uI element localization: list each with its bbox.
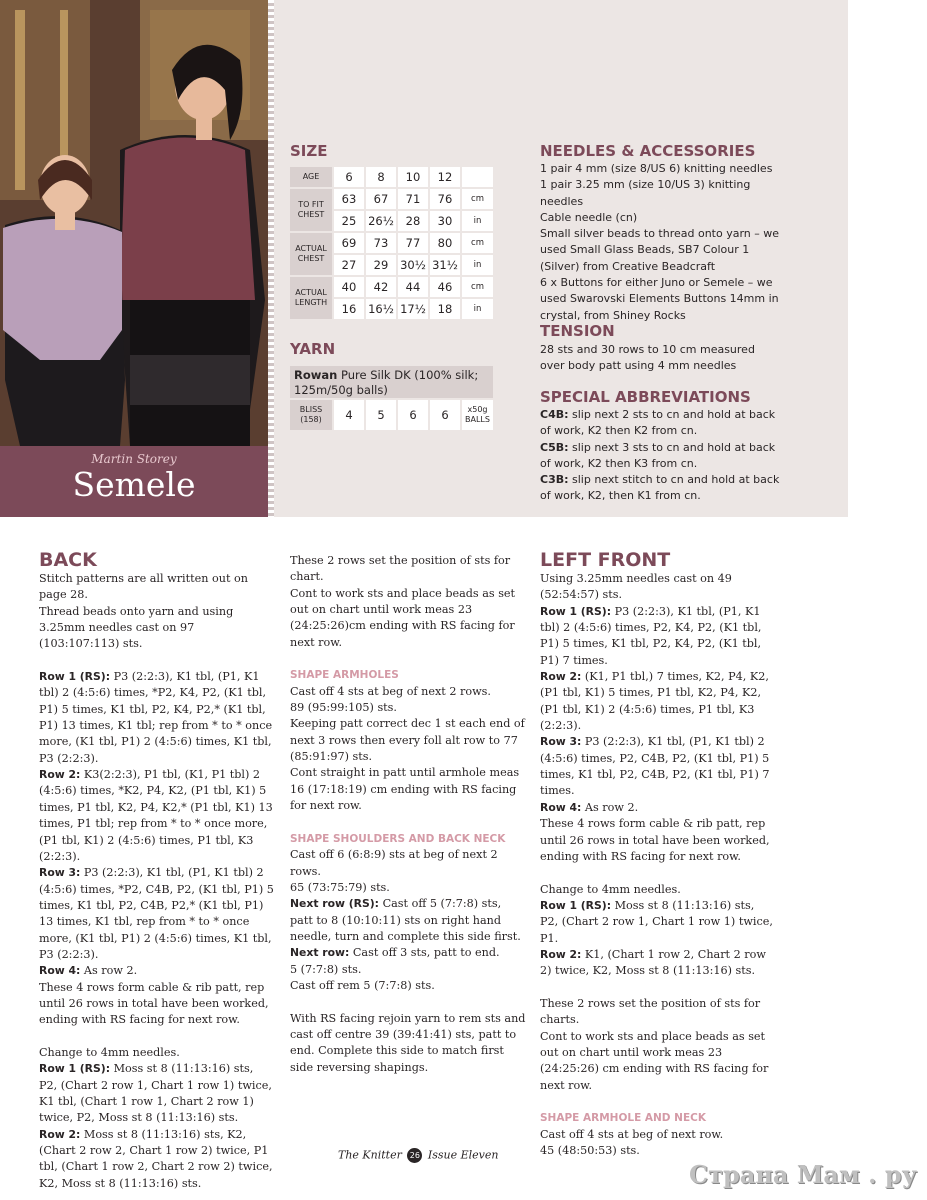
back-para: With RS facing rejoin yarn to rem sts and cast off centre 39 (39:41:41) sts, patt to end. Complete this side to match first side reversing shapings.: [290, 1011, 526, 1074]
pattern-title: Semele: [72, 465, 196, 504]
abbrev-text: slip next 2 sts to cn and hold at back of work, K2 then K2 from cn.: [540, 408, 776, 438]
needles-line: 1 pair 4 mm (size 8/US 6) knitting needles: [540, 162, 773, 175]
front-row: Row 1 (RS): P3 (2:2:3), K1 tbl, (P1, K1 tbl) 2 (4:5:6) times, P2, K4, P2, (K1 tbl, P1) 5 times, K1 tbl, P2, K4, P2, (K1 tbl, P1) 7 times.: [540, 604, 762, 667]
abbrev-list: [540, 407, 780, 505]
size-value-cell: 73: [366, 233, 396, 253]
back-para: Cast off 6 (6:8:9) sts at beg of next 2 rows.: [290, 848, 498, 878]
issue-label: Issue Eleven: [427, 1148, 499, 1162]
size-empty-cell: [462, 167, 493, 187]
yarn-qty-cell: 5: [366, 400, 396, 430]
size-age-cell: 10: [398, 167, 428, 187]
back-para: 89 (95:99:105) sts.: [290, 701, 397, 715]
needles-heading: NEEDLES & ACCESSORIES: [540, 142, 756, 160]
size-value-cell: 46: [430, 277, 460, 297]
size-value-cell: 29: [366, 255, 396, 275]
front-row: Row 4: As row 2.: [540, 800, 639, 814]
front-para: Using 3.25mm needles cast on 49 (52:54:57) sts.: [540, 572, 732, 602]
back-para: Keeping patt correct dec 1 st each end of next 3 rows then every foll alt row to 77 (85:91:97) sts.: [290, 717, 525, 764]
size-age-cell: 6: [334, 167, 364, 187]
yarn-qty-cell: 6: [398, 400, 428, 430]
abbrev-heading: SPECIAL ABBREVIATIONS: [540, 388, 751, 406]
size-age-cell: 8: [366, 167, 396, 187]
armhole-neck-subheading: SHAPE ARMHOLE AND NECK: [540, 1112, 706, 1125]
size-value-cell: 18: [430, 299, 460, 319]
back-row: Row 2: K3(2:2:3), P1 tbl, (K1, P1 tbl) 2 (4:5:6) times, *K2, P4, K2, (P1 tbl, K1) 5 times, P1 tbl, K2, P4, K2,* (P1 tbl, K1) 13 times, P1 tbl; rep from * to * once more, (P1 tbl, K1) 2 (4:5:6) times, P1 tbl, K3 (2:2:3).: [39, 768, 273, 863]
back-para: 5 (7:7:8) sts.: [290, 962, 362, 976]
size-value-cell: 42: [366, 277, 396, 297]
watermark: Страна Мам . ру: [689, 1160, 917, 1189]
page-footer: [338, 1148, 498, 1163]
abbrev-code: C5B:: [540, 440, 569, 454]
back-column-1: [39, 549, 275, 1192]
size-value-cell: 16½: [366, 299, 396, 319]
size-value-cell: 76: [430, 189, 460, 209]
zigzag-divider: [268, 0, 274, 517]
size-value-cell: 77: [398, 233, 428, 253]
needles-line: Cable needle (cn): [540, 210, 638, 224]
abbrev-item: [540, 407, 780, 440]
size-unit-cell: in: [462, 211, 493, 231]
back-para: Change to 4mm needles.: [39, 1045, 180, 1059]
size-unit-cell: cm: [462, 277, 493, 297]
back-row: Row 2: Moss st 8 (11:13:16) sts, K2, (Chart 2 row 2, Chart 1 row 2) twice, P1 tbl, (Chart 1 row 2, Chart 2 row 2) twice, K2, Moss st 8 (11:13:16) sts.: [39, 1127, 273, 1190]
abbrev-item: [540, 472, 780, 505]
size-value-cell: 28: [398, 211, 428, 231]
size-value-cell: 30: [430, 211, 460, 231]
size-value-cell: 30½: [398, 255, 428, 275]
front-para: These 2 rows set the position of sts for charts.: [540, 996, 761, 1027]
back-row: Row 1 (RS): Moss st 8 (11:13:16) sts, P2, (Chart 2 row 1, Chart 1 row 1) twice, K1 tbl, (Chart 1 row 1, Chart 2 row 1) twice, P2, Moss st 8 (11:13:16) sts.: [39, 1062, 272, 1125]
back-column-2: [290, 553, 526, 1076]
back-row: Row 3: P3 (2:2:3), K1 tbl, (P1, K1 tbl) 2 (4:5:6) times, *P2, C4B, P2, (K1 tbl, P1) 5 times, K1 tbl, P2, C4B, P2,* (K1 tbl, P1) 13 times, K1 tbl, rep from * to * once more, (K1 tbl, P1) 2 (4:5:6) times, K1 tbl, P3 (2:2:3).: [39, 866, 274, 961]
size-label-actual-length: ACTUAL LENGTH: [290, 277, 332, 319]
back-para: These 4 rows form cable & rib patt, rep until 26 rows in total have been worked, ending with RS facing for next row.: [39, 980, 269, 1027]
back-para: Cast off rem 5 (7:7:8) sts.: [290, 978, 435, 992]
model-photo: [0, 0, 268, 446]
abbrev-item: [540, 440, 780, 473]
yarn-desc-text: Pure Silk DK (100% silk; 125m/50g balls): [294, 368, 479, 397]
abbrev-code: C3B:: [540, 473, 569, 487]
size-label-actual-chest: ACTUAL CHEST: [290, 233, 332, 275]
size-unit-cell: in: [462, 299, 493, 319]
front-para: These 4 rows form cable & rib patt, rep until 26 rows in total have been worked, ending with RS facing for next row.: [540, 817, 770, 863]
size-heading: SIZE: [290, 142, 328, 160]
back-row: Row 4: As row 2.: [39, 964, 138, 978]
front-row: Row 3: P3 (2:2:3), K1 tbl, (P1, K1 tbl) 2 (4:5:6) times, P2, C4B, P2, (K1 tbl, P1) 5 times, K1 tbl, P2, C4B, P2, (K1 tbl, P1) 7 times.: [540, 735, 770, 798]
back-para: Cont to work sts and place beads as set out on chart until work meas 23 (24:25:26)cm ending with RS facing for next row.: [290, 586, 516, 649]
yarn-colour-label: BLISS (158): [290, 400, 332, 430]
tension-text: 28 sts and 30 rows to 10 cm measured over body patt using 4 mm needles: [540, 343, 755, 373]
size-value-cell: 80: [430, 233, 460, 253]
back-para: 65 (73:75:79) sts.: [290, 880, 390, 894]
back-row: Row 1 (RS): P3 (2:2:3), K1 tbl, (P1, K1 tbl) 2 (4:5:6) times, *P2, K4, P2, (K1 tbl, P1) 5 times, K1 tbl, P2, K4, P2,* (K1 tbl, P1) 13 times, K1 tbl; rep from * to * once more, (K1 tbl, P1) 2 (4:5:6) times, K1 tbl, P3 (2:2:3).: [39, 670, 273, 765]
needles-line: 6 x Buttons for either Juno or Semele – we used Swarovski Elements Buttons 14mm in crystal, from Shiney Rocks: [540, 276, 779, 322]
yarn-qty-cell: 6: [430, 400, 460, 430]
abbrev-text: slip next 3 sts to cn and hold at back of work, K2 then K3 from cn.: [540, 440, 776, 470]
needles-list: [540, 161, 780, 324]
size-unit-cell: cm: [462, 189, 493, 209]
size-unit-cell: in: [462, 255, 493, 275]
back-row: Next row (RS): Cast off 5 (7:7:8) sts, patt to 8 (10:10:11) sts on right hand needle, turn and complete this side first.: [290, 897, 521, 943]
size-label-age: AGE: [290, 167, 332, 187]
needles-line: Small silver beads to thread onto yarn – we used Small Glass Beads, SB7 Colour 1 (Silver) from Creative Beadcraft: [540, 227, 780, 273]
front-row: Row 2: K1, (Chart 1 row 2, Chart 2 row 2) twice, K2, Moss st 8 (11:13:16) sts.: [540, 947, 766, 978]
back-para: Cast off 4 sts at beg of next 2 rows.: [290, 684, 491, 698]
shoulders-subheading: SHAPE SHOULDERS AND BACK NECK: [290, 832, 506, 845]
back-para: These 2 rows set the position of sts for chart.: [290, 554, 511, 584]
back-heading: BACK: [39, 549, 97, 571]
yarn-heading: YARN: [290, 340, 336, 358]
needles-line: 1 pair 3.25 mm (size 10/US 3) knitting needles: [540, 178, 751, 208]
tension-heading: TENSION: [540, 322, 615, 340]
front-para: Cast off 4 sts at beg of next row.: [540, 1127, 724, 1141]
back-para: Stitch patterns are all written out on page 28.: [39, 572, 248, 602]
front-row: Row 1 (RS): Moss st 8 (11:13:16) sts, P2, (Chart 2 row 1, Chart 1 row 1) twice, P1.: [540, 898, 773, 945]
size-value-cell: 67: [366, 189, 396, 209]
size-value-cell: 16: [334, 299, 364, 319]
size-value-cell: 17½: [398, 299, 428, 319]
size-value-cell: 63: [334, 189, 364, 209]
left-front-heading: LEFT FRONT: [540, 549, 671, 571]
size-unit-cell: cm: [462, 233, 493, 253]
yarn-unit-cell: x50g BALLS: [462, 400, 493, 430]
size-label-to-fit: TO FIT CHEST: [290, 189, 332, 231]
yarn-brand: Rowan: [294, 368, 338, 382]
front-para: 45 (48:50:53) sts.: [540, 1144, 640, 1158]
back-row: Next row: Cast off 3 sts, patt to end.: [290, 946, 500, 960]
size-age-cell: 12: [430, 167, 460, 187]
size-value-cell: 25: [334, 211, 364, 231]
back-para: Thread beads onto yarn and using 3.25mm needles cast on 97 (103:107:113) sts.: [39, 604, 234, 651]
left-front-column: [540, 549, 776, 1159]
yarn-description: [290, 366, 493, 398]
front-row: Row 2: (K1, P1 tbl,) 7 times, K2, P4, K2, (P1 tbl, K1) 5 times, P1 tbl, K2, P4, K2, (P1 tbl, K1) 2 (4:5:6) times, P1 tbl, K3 (2:2:3).: [540, 670, 769, 733]
size-value-cell: 31½: [430, 255, 460, 275]
size-value-cell: 27: [334, 255, 364, 275]
armholes-subheading: SHAPE ARMHOLES: [290, 669, 399, 682]
designer-name: Martin Storey: [91, 452, 177, 466]
yarn-qty-cell: 4: [334, 400, 364, 430]
size-value-cell: 44: [398, 277, 428, 297]
size-value-cell: 69: [334, 233, 364, 253]
size-value-cell: 40: [334, 277, 364, 297]
back-para: Cont straight in patt until armhole meas 16 (17:18:19) cm ending with RS facing for next row.: [290, 766, 520, 813]
front-para: Change to 4mm needles.: [540, 882, 681, 896]
model-photo-illustration: [0, 0, 268, 446]
magazine-name: The Knitter: [338, 1148, 402, 1162]
abbrev-text: slip next stitch to cn and hold at back of work, K2, then K1 from cn.: [540, 473, 780, 503]
size-value-cell: 26½: [366, 211, 396, 231]
size-value-cell: 71: [398, 189, 428, 209]
front-para: Cont to work sts and place beads as set out on chart until work meas 23 (24:25:26) cm ending with RS facing for next row.: [540, 1029, 769, 1092]
page-number: 26: [407, 1148, 422, 1163]
abbrev-code: C4B:: [540, 408, 569, 421]
